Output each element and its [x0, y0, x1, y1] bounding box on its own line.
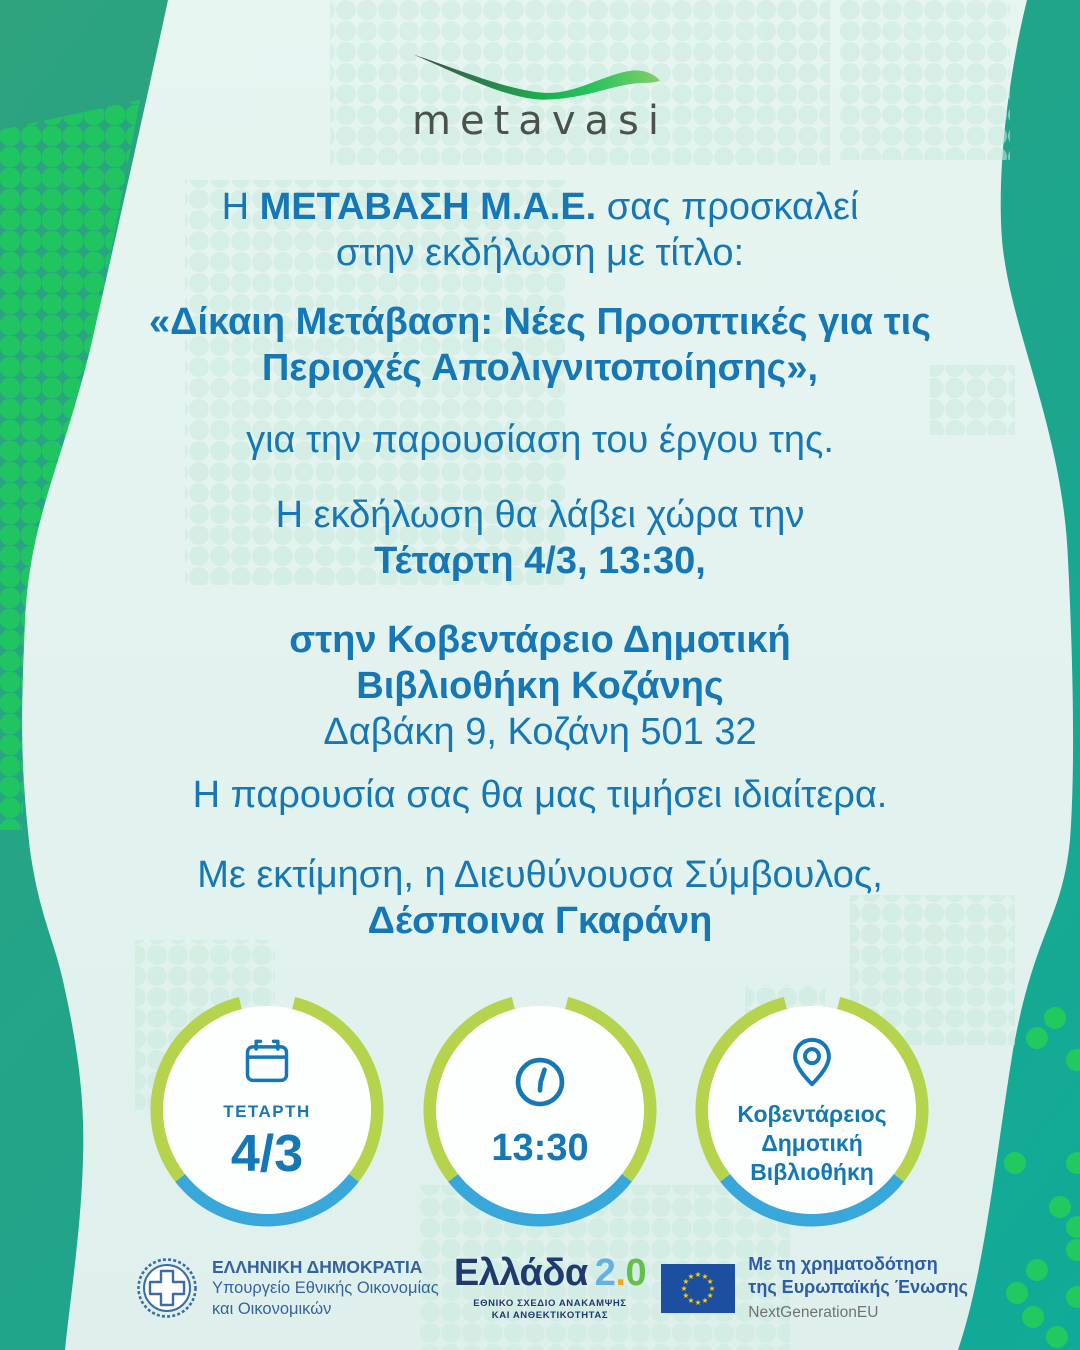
- svg-text:★: ★: [701, 1271, 709, 1281]
- honor-line: Η παρουσία σας θα μας τιμήσει ιδιαίτερα.: [192, 774, 888, 816]
- location-pin-icon: [784, 1034, 840, 1090]
- venue-paragraph: [90, 617, 990, 755]
- svg-text:★: ★: [682, 1276, 690, 1286]
- footer-logos: [135, 1240, 968, 1336]
- datetime-paragraph: [90, 492, 990, 584]
- badge-day-label: ΤΕΤΑΡΤΗ: [223, 1102, 311, 1121]
- badge-place-line3: Βιβλιοθήκη: [750, 1158, 874, 1185]
- svg-text:★: ★: [682, 1290, 690, 1300]
- intro-line2: στην εκδήλωση με τίτλο:: [335, 232, 745, 274]
- eu-funding-line2: της Ευρωπαϊκής Ένωσης: [748, 1276, 968, 1297]
- event-title-line2: Περιοχές Απολιγνιτοποίησης»,: [261, 347, 819, 389]
- date-badge-content: [166, 1009, 368, 1211]
- svg-text:★: ★: [694, 1297, 702, 1307]
- eu-funding-text: [748, 1253, 968, 1324]
- intro-paragraph: [90, 184, 990, 276]
- eu-funding-line1: Με τη χρηματοδότηση: [748, 1253, 938, 1274]
- greece20-subtitle: [454, 1298, 646, 1323]
- when-line1: Η εκδήλωση θα λάβει χώρα την: [275, 494, 805, 536]
- greece20-two: 2: [594, 1251, 616, 1294]
- svg-text:★: ★: [694, 1269, 702, 1279]
- intro-post: σας προσκαλεί: [596, 186, 859, 228]
- svg-text:★: ★: [701, 1295, 709, 1305]
- ministry-line1: ΕΛΛΗΝΙΚΗ ΔΗΜΟΚΡΑΤΙΑ: [212, 1256, 423, 1277]
- purpose-line: για την παρουσίαση του έργου της.: [246, 419, 834, 461]
- greece20-subtitle-line1: ΕΘΝΙΚΟ ΣΧΕΔΙΟ ΑΝΑΚΑΜΨΗΣ: [473, 1297, 627, 1309]
- greece-2-0-wordmark: [453, 1251, 647, 1294]
- eu-flag-icon: [661, 1264, 735, 1313]
- svg-text:★: ★: [680, 1283, 688, 1293]
- greece20-dot: .: [615, 1251, 626, 1294]
- nextgeneration-eu-label: NextGenerationEU: [748, 1303, 879, 1321]
- hellenic-republic-logo: [135, 1256, 439, 1320]
- greece-2-0-logo: [453, 1251, 647, 1323]
- venue-address: Δαβάκη 9, Κοζάνη 501 32: [323, 711, 757, 753]
- badge-place-line1: Κοβεντάρειος: [737, 1100, 887, 1127]
- greece20-subtitle-line2: ΚΑΙ ΑΝΘΕΚΤΙΚΟΤΗΤΑΣ: [491, 1310, 609, 1321]
- clock-icon: [509, 1051, 571, 1113]
- when-line2: Τέταρτη 4/3, 13:30,: [374, 540, 706, 582]
- ministry-line2: Υπουργείο Εθνικής Οικονομίας: [212, 1278, 439, 1297]
- calendar-icon: [241, 1036, 293, 1088]
- location-badge-content: [711, 1009, 913, 1211]
- badge-time-value: 13:30: [491, 1126, 589, 1169]
- time-badge: [423, 993, 657, 1227]
- signature-paragraph: [90, 852, 990, 944]
- ministry-text: [212, 1257, 439, 1320]
- location-badge: [695, 993, 929, 1227]
- signature-name: Δέσποινα Γκαράνη: [367, 900, 713, 942]
- eu-funding-logo: [661, 1253, 968, 1324]
- venue-line1: στην Κοβεντάρειο Δημοτική: [289, 619, 791, 661]
- venue-line2: Βιβλιοθήκη Κοζάνης: [356, 665, 724, 707]
- svg-text:★: ★: [707, 1290, 714, 1300]
- intro-pre: Η: [221, 186, 260, 228]
- svg-text:★: ★: [708, 1283, 716, 1293]
- badge-date-value: 4/3: [230, 1125, 304, 1183]
- svg-text:★: ★: [687, 1271, 695, 1281]
- org-name: ΜΕΤΑΒΑΣΗ Μ.Α.Ε.: [259, 186, 597, 228]
- brand-wordmark: metavasi: [412, 98, 668, 144]
- badge-place-lines: [737, 1100, 886, 1187]
- regards-line: Με εκτίμηση, η Διευθύνουσα Σύμβουλος,: [197, 854, 883, 896]
- time-badge-content: [439, 1009, 641, 1211]
- ministry-line3: και Οικονομικών: [212, 1299, 332, 1318]
- event-title-line1: «Δίκαιη Μετάβαση: Νέες Προοπτικές για τις: [149, 301, 931, 343]
- svg-text:★: ★: [707, 1276, 714, 1286]
- greece20-zero: 0: [625, 1251, 647, 1294]
- event-title: [90, 299, 990, 391]
- badge-place-line2: Δημοτική: [761, 1129, 863, 1156]
- svg-text:★: ★: [687, 1295, 695, 1305]
- hellenic-republic-emblem-icon: [135, 1256, 199, 1320]
- date-badge: [150, 993, 384, 1227]
- greece20-word: Ελλάδα: [453, 1251, 588, 1294]
